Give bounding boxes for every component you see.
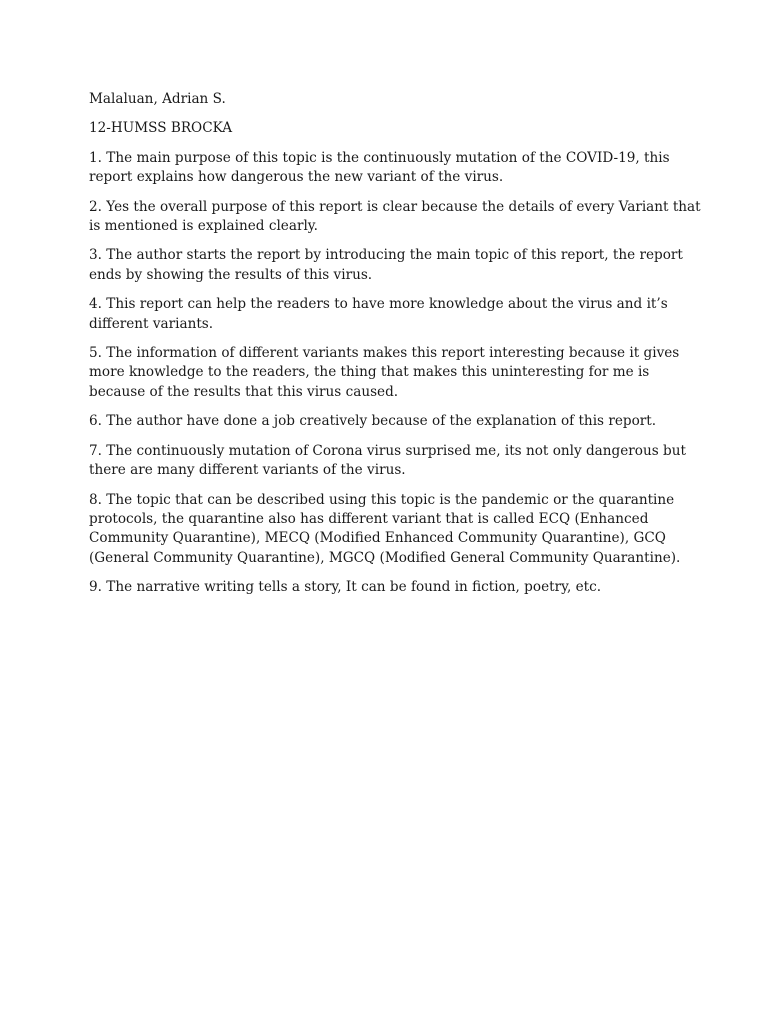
answer-9: [89, 578, 679, 597]
answer-7-line-2: there are many different variants of the virus.: [89, 462, 406, 479]
answer-9-line-1: 9. The narrative writing tells a story, It can be found in fiction, poetry, etc.: [89, 579, 602, 596]
answer-6-line-1: 6. The author have done a job creatively because of the explanation of this report.: [89, 413, 657, 430]
answer-3: [89, 246, 683, 285]
answer-2-line-2: is mentioned is explained clearly.: [89, 218, 318, 235]
answer-2-line-1: 2. Yes the overall purpose of this report is clear because the details of every Variant that: [89, 198, 701, 215]
answer-5-line-3: because of the results that this virus caused.: [89, 383, 399, 400]
answer-5: [89, 344, 679, 402]
answer-8-line-1: 8. The topic that can be described using this topic is the pandemic or the quarantine: [89, 491, 675, 508]
answer-1: [89, 149, 679, 188]
answer-8: [89, 491, 679, 569]
answer-8-line-2: protocols, the quarantine also has different variant that is called ECQ (Enhanced: [89, 510, 649, 527]
answer-4-line-2: different variants.: [89, 315, 214, 332]
answer-5-line-1: 5. The information of different variants makes this report interesting because it gives: [89, 345, 680, 362]
answer-7: [89, 442, 686, 481]
answer-1-line-1: 1. The main purpose of this topic is the continuously mutation of the COVID-19, this: [89, 149, 670, 166]
student-name: Malaluan, Adrian S.: [89, 91, 226, 107]
document-body: [89, 90, 701, 608]
answer-2: [89, 198, 701, 237]
answer-8-line-4: (General Community Quarantine), MGCQ (Modified General Community Quarantine).: [89, 549, 681, 566]
answer-6: [89, 412, 679, 431]
answer-1-line-2: report explains how dangerous the new variant of the virus.: [89, 169, 504, 186]
answer-8-line-3: Community Quarantine), MECQ (Modified Enhanced Community Quarantine), GCQ: [89, 530, 666, 547]
answer-3-line-1: 3. The author starts the report by introducing the main topic of this report, the report: [89, 247, 683, 264]
answer-4-line-1: 4. This report can help the readers to have more knowledge about the virus and it’s: [89, 296, 668, 313]
answer-5-line-2: more knowledge to the readers, the thing that makes this uninteresting for me is: [89, 364, 650, 381]
answer-7-line-1: 7. The continuously mutation of Corona virus surprised me, its not only dangerous but: [89, 442, 686, 459]
answer-4: [89, 295, 679, 334]
answer-3-line-2: ends by showing the results of this virus.: [89, 266, 373, 283]
student-section: 12-HUMSS BROCKA: [89, 120, 233, 137]
